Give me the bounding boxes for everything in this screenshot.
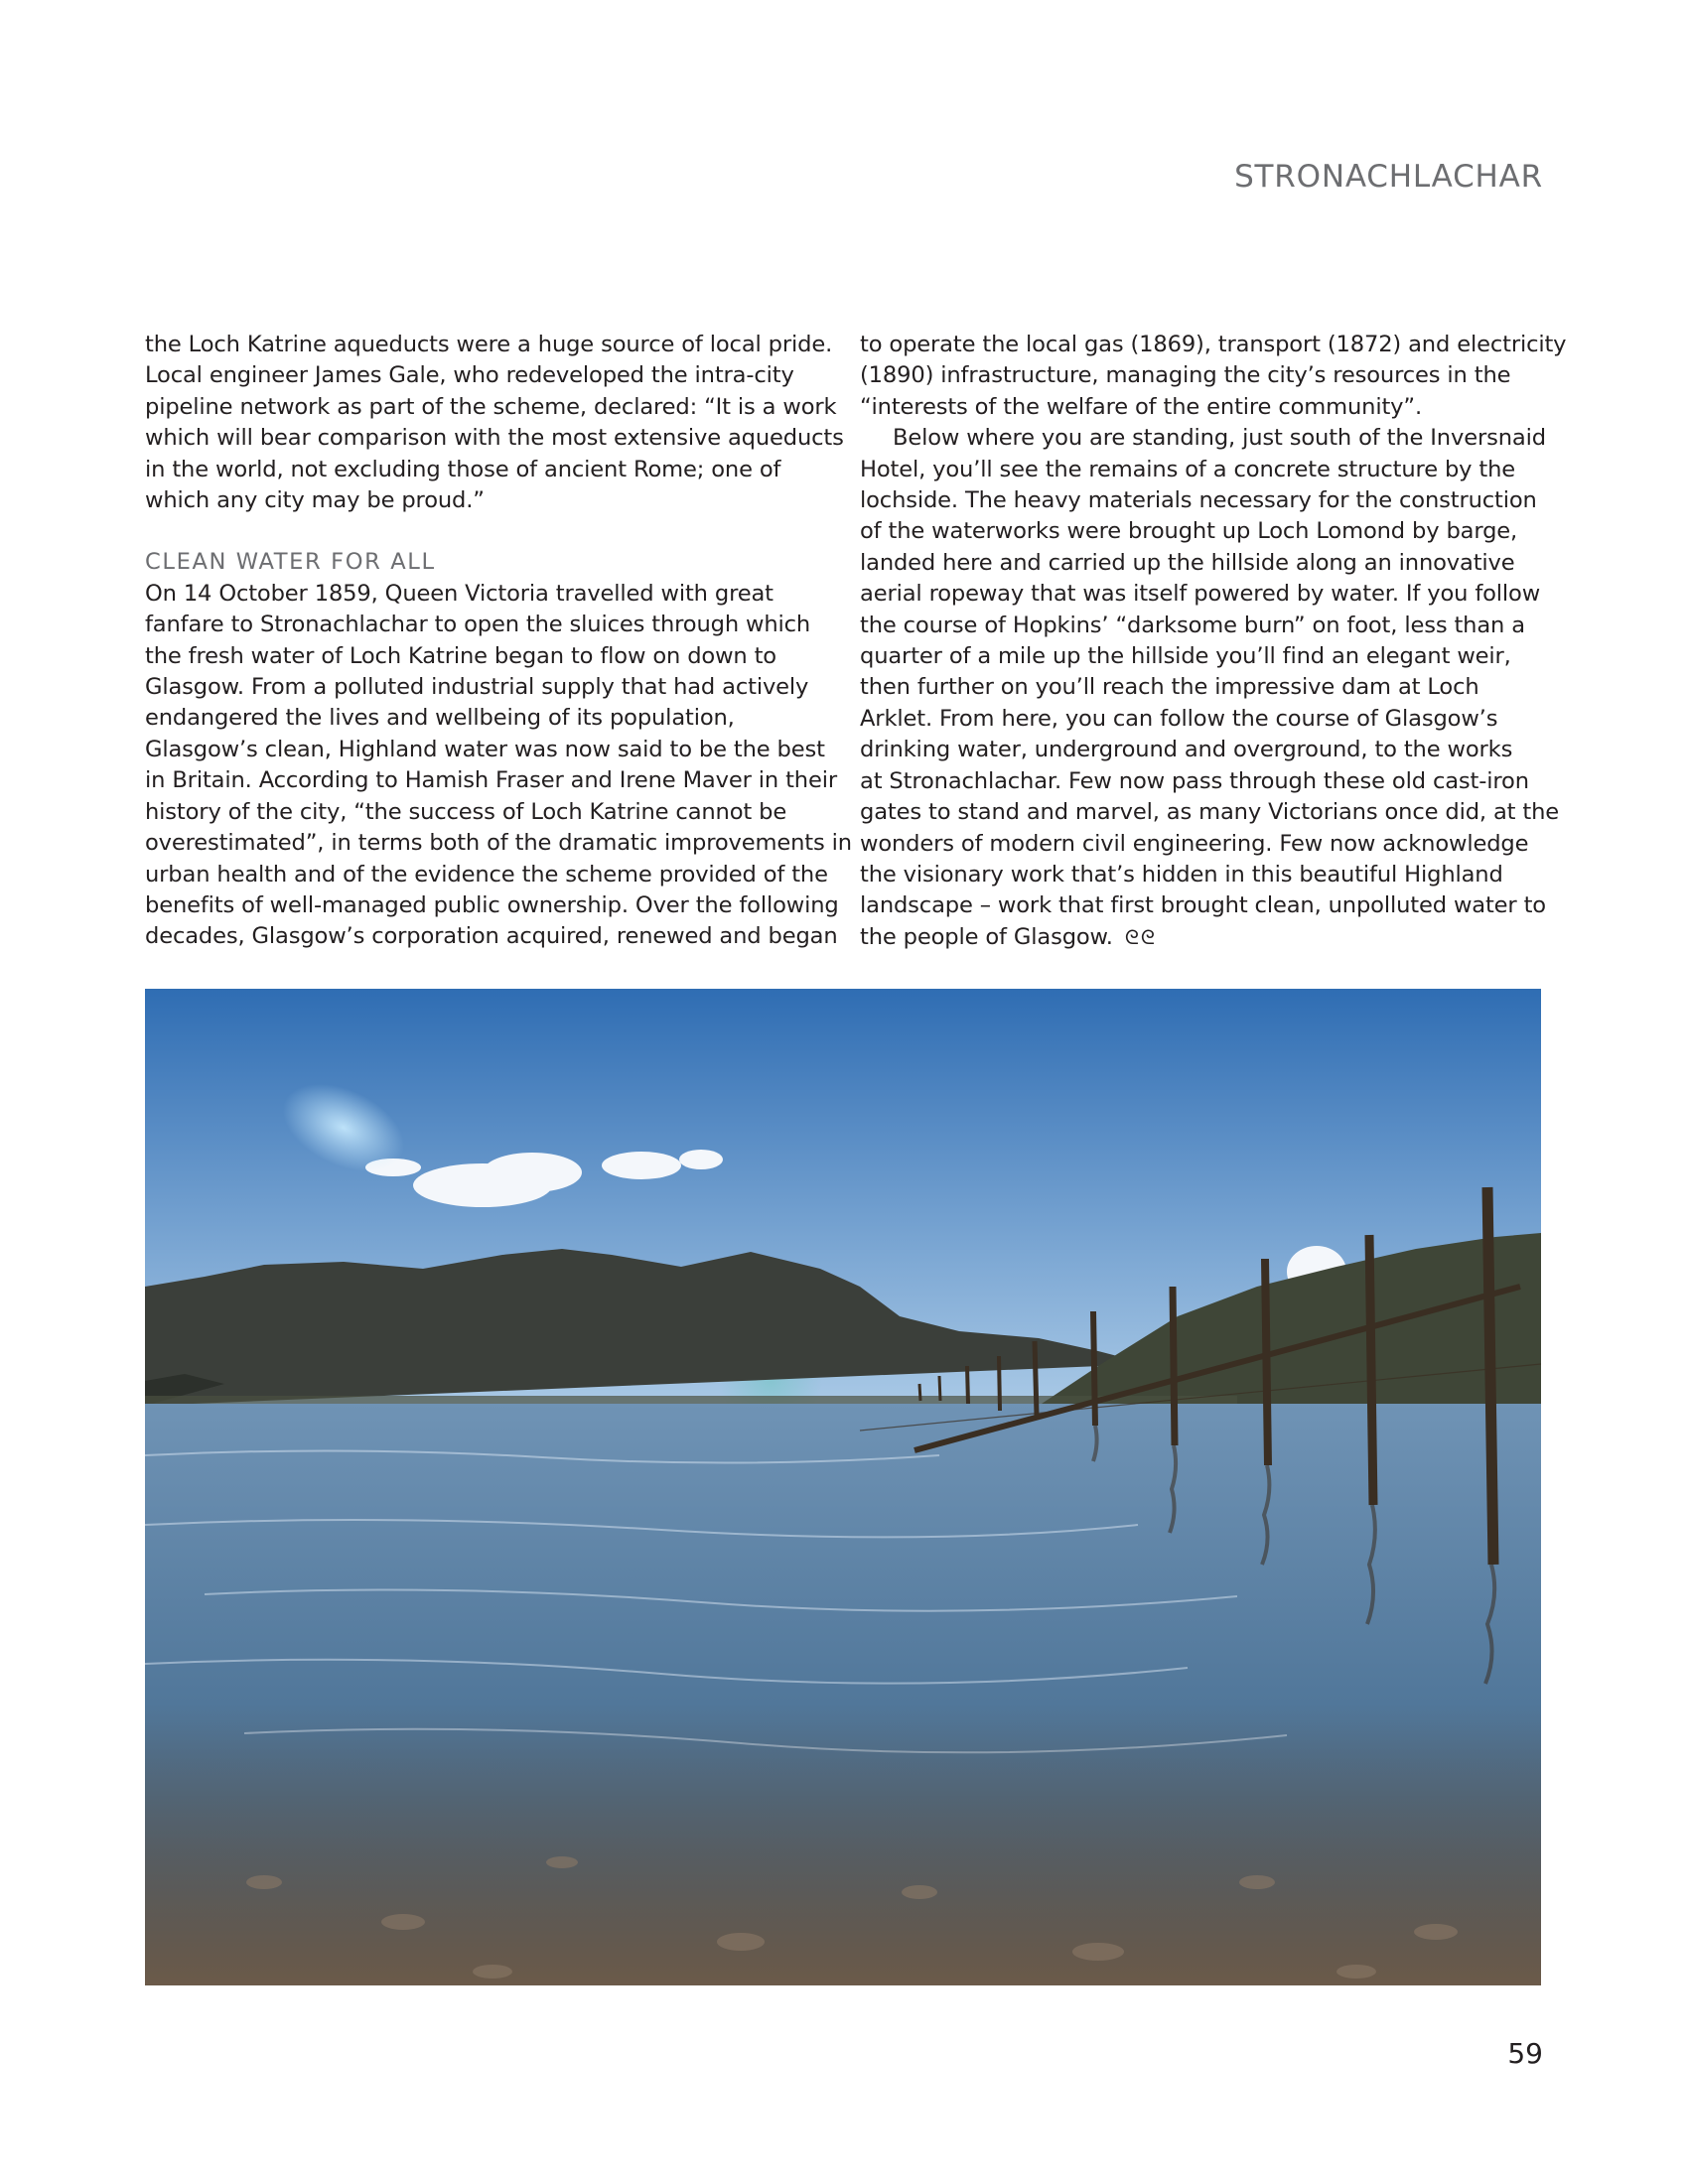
text-line: endangered the lives and wellbeing of its population, [145,705,735,732]
text-line: (1890) infrastructure, managing the city’s resources in the [860,362,1511,389]
paragraph [860,330,1567,423]
text-line: of the waterworks were brought up Loch Lomond by barge, [860,518,1518,545]
text-line: aerial ropeway that was itself powered by water. If you follow [860,581,1541,608]
loch-photo [145,989,1541,1985]
text-line: pipeline network as part of the scheme, declared: “It is a work [145,393,837,420]
text-line: to operate the local gas (1869), transport (1872) and electricity [860,332,1567,357]
text-line: Glasgow’s clean, Highland water was now said to be the best [145,736,825,762]
text-line: the visionary work that’s hidden in this beautiful Highland [860,861,1503,887]
text-line: in the world, not excluding those of ancient Rome; one of [145,456,781,482]
text-line: gates to stand and marvel, as many Victorians once did, at the [860,799,1560,826]
text-line: Hotel, you’ll see the remains of a concrete structure by the [860,456,1516,482]
paragraph [145,330,844,516]
pebble-shore [145,1704,1541,1985]
text-line: the Loch Katrine aqueducts were a huge source of local pride. [145,332,833,357]
text-line: quarter of a mile up the hillside you’ll find an elegant weir, [860,643,1511,670]
text-line: On 14 October 1859, Queen Victoria travelled with great [145,580,774,607]
right-column [860,330,1567,953]
left-column [145,330,852,953]
text-line: decades, Glasgow’s corporation acquired, renewed and began [145,923,838,950]
text-line: the fresh water of Loch Katrine began to flow on down to [145,642,776,669]
running-head: STRONACHLACHAR [1234,159,1543,195]
loch-photo-illustration [145,989,1541,1985]
text-line: in Britain. According to Hamish Fraser and Irene Maver in their [145,767,837,794]
text-line: which any city may be proud.” [145,487,485,514]
text-line: history of the city, “the success of Loch Katrine cannot be [145,798,787,825]
text-line: then further on you’ll reach the impressive dam at Loch [860,674,1479,701]
text-line: landscape – work that first brought clean, unpolluted water to [860,892,1546,919]
text-line: benefits of well-managed public ownership. Over the following [145,891,839,918]
text-line: Arklet. From here, you can follow the course of Glasgow’s [860,705,1498,732]
text-line: Below where you are standing, just south of the Inversnaid [893,425,1546,452]
paragraph [860,423,1560,953]
text-line: landed here and carried up the hillside along an innovative [860,549,1515,576]
text-line: overestimated”, in terms both of the dramatic improvements in [145,830,852,857]
text-line: the course of Hopkins’ “darksome burn” on foot, less than a [860,612,1525,638]
paragraph [145,579,852,953]
text-line: lochside. The heavy materials necessary for the construction [860,487,1537,514]
text-line: drinking water, underground and overground, to the works [860,737,1513,763]
text-line: urban health and of the evidence the scheme provided of the [145,861,828,887]
text-line: Local engineer James Gale, who redeveloped the intra-city [145,362,794,389]
section-heading: CLEAN WATER FOR ALL [145,549,436,576]
body-text [145,330,1567,965]
text-line: the people of Glasgow. ᘓᘓ [860,922,1545,953]
text-line: wonders of modern civil engineering. Few now acknowledge [860,830,1529,857]
end-mark-icon: ᘓᘓ [1124,924,1158,949]
text-line: “interests of the welfare of the entire community”. [860,393,1422,420]
text-line: which will bear comparison with the most extensive aqueducts [145,425,844,452]
page-number: 59 [1507,2037,1543,2070]
text-line: at Stronachlachar. Few now pass through these old cast-iron [860,767,1529,794]
text-line: Glasgow. From a polluted industrial supply that had actively [145,674,809,701]
text-line: fanfare to Stronachlachar to open the sluices through which [145,612,811,638]
